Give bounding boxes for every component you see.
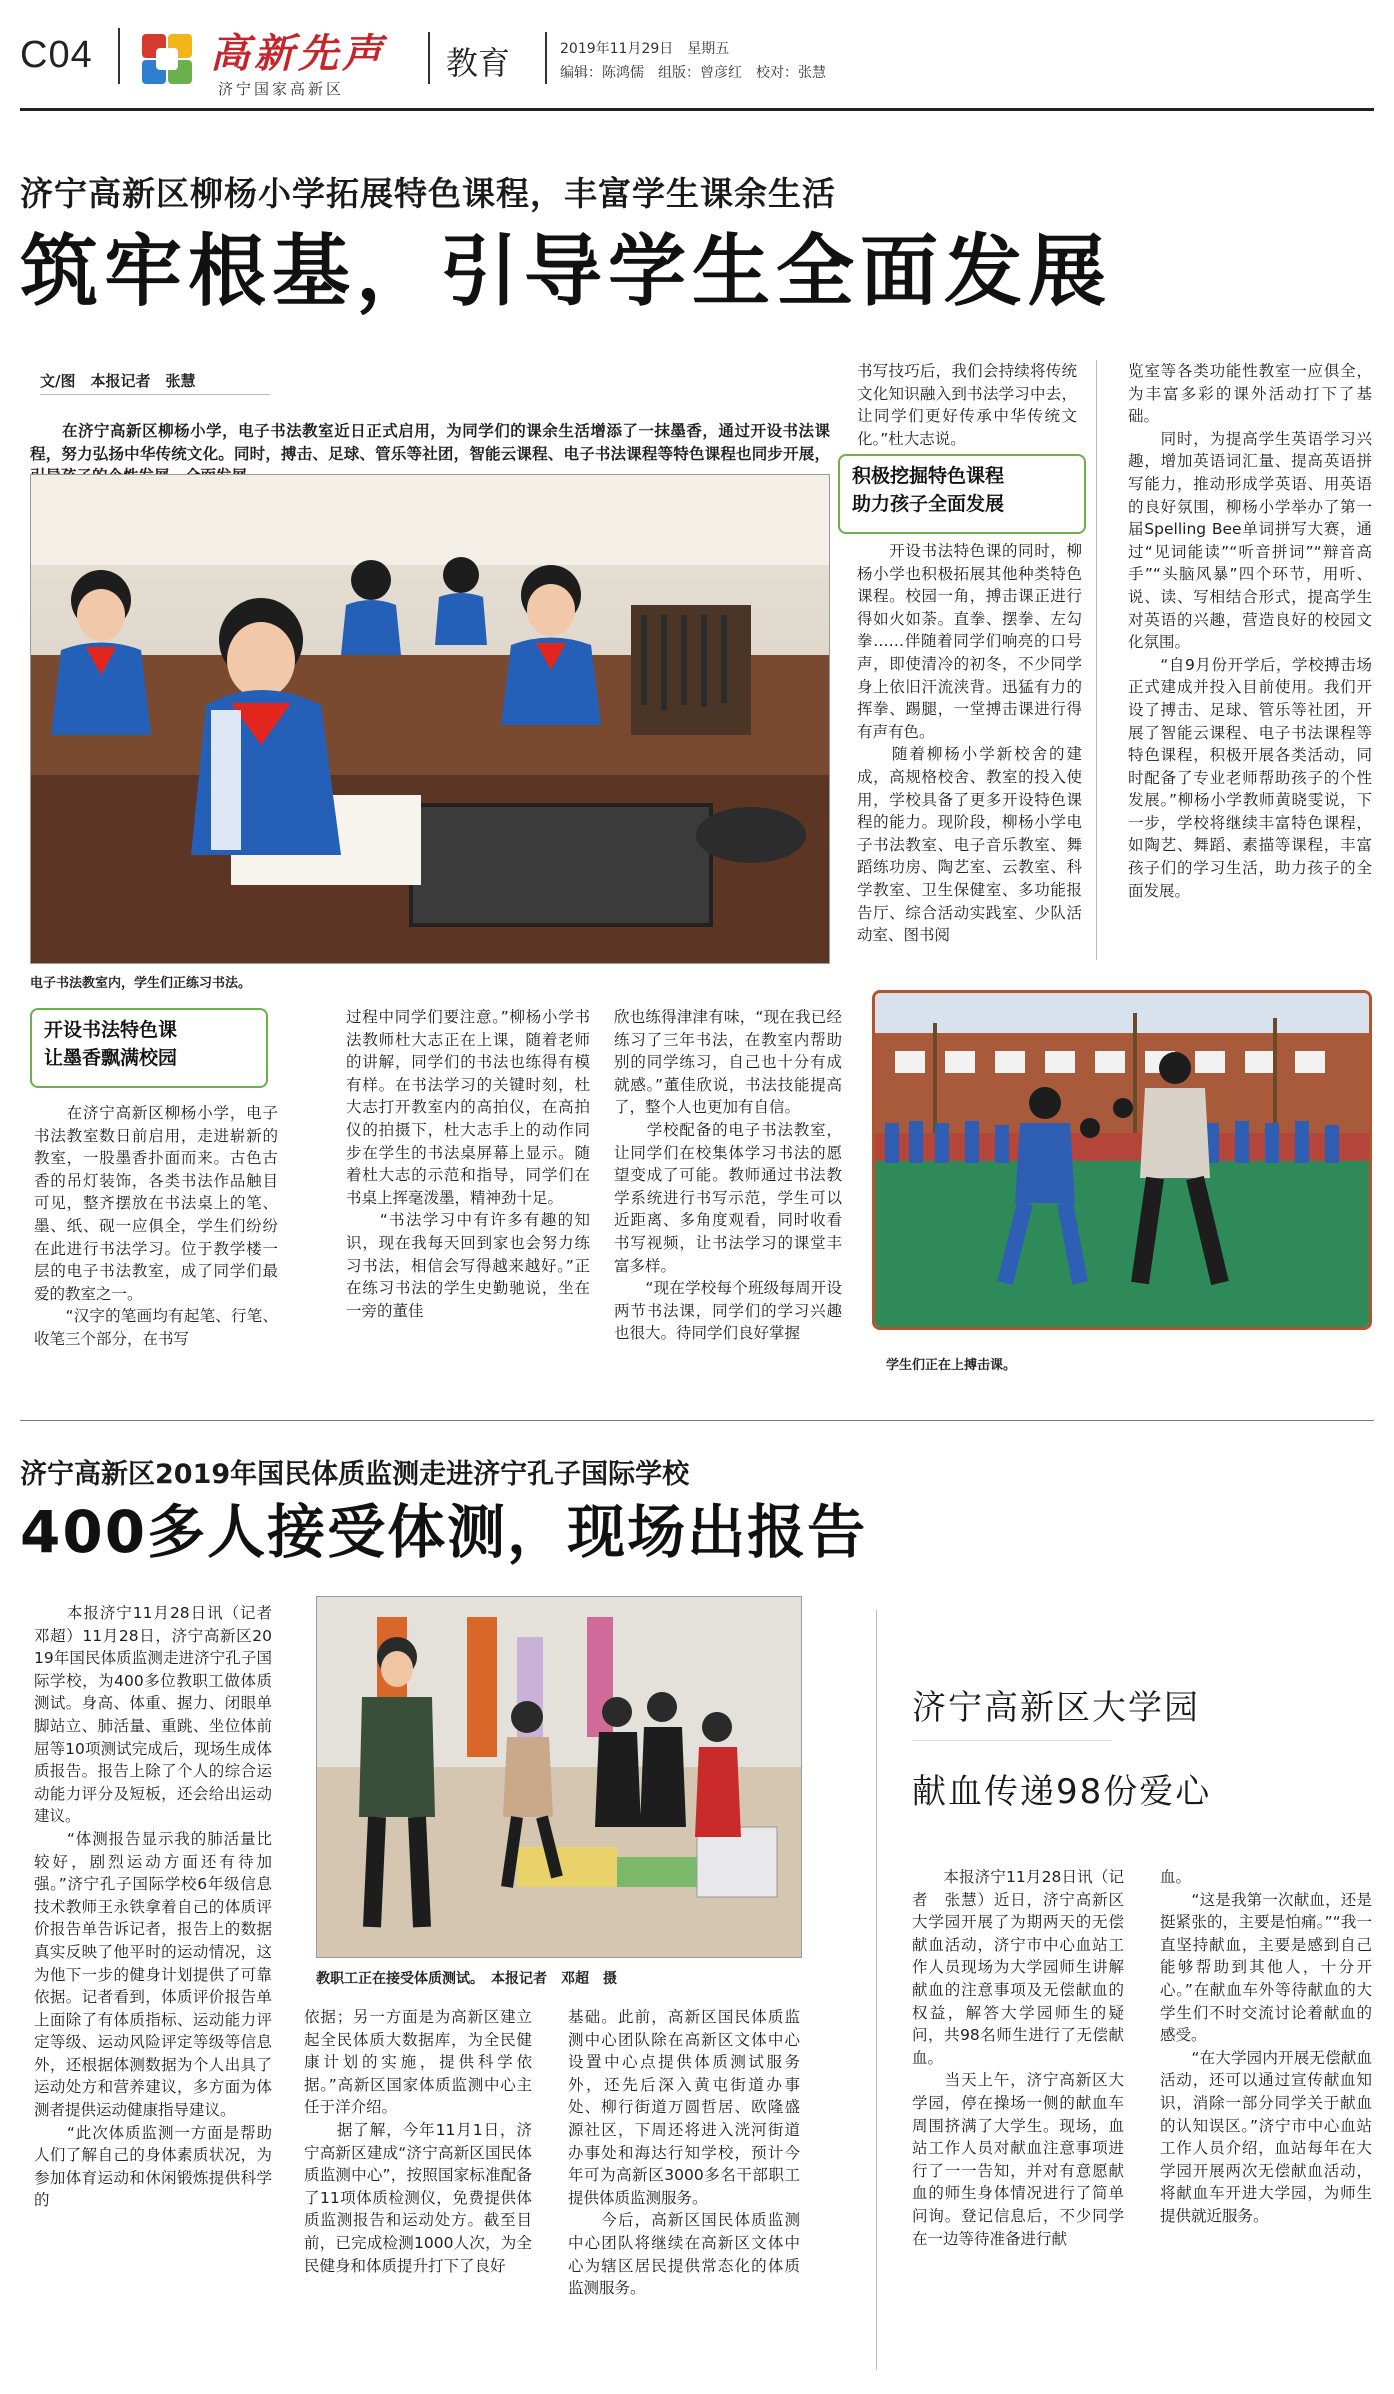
photo2-caption: 学生们正在上搏击课。 [886,1358,1017,1373]
subhead-featured-line2: 助力孩子全面发展 [852,493,1005,515]
article1-col-d-top: 书写技巧后，我们会持续将传统文化知识融入到书法学习中去，让同学们更好传承中华传统文化。”杜大志说。 [857,362,1077,448]
subhead-calligraphy-line2: 让墨香飘满校园 [44,1047,178,1069]
header-divider [118,28,120,84]
article2-col-a: 本报济宁11月28日讯（记者 邓超）11月28日，济宁高新区2019年国民体质监测走进济宁孔子国际学校，为400多位教职工做体质测试。身高、体重、握力、闭眼单脚站立、肺活量、重跳、坐位体前屈等10项测试完成后，现场生成体质报告。报告上除了个人的综合运动能力评分及短板，还会给出运动建议。 “体测报告显示我的肺活量比较好，剧烈运动方面还有待加强。”济宁孔子国际学校6年级信息技术教师王永铁拿着自己的体质评价报告单告诉记者，报告上的数据真实反映了他平时的运动情况，这为他下一步的健身计划提供了可靠依据。记者看到，体质评价报告单上面除了有体质指标、运动能力评定等级、运动风险评定等级等信息外，还根据体测数据为个人出具了运动处方和营养建议，多方面为体测者提供运动健康指导建议。 “此次体质监测一方面是帮助人们了解自己的身体素质状况，为参加体育运动和休闲锻炼提供科学的 [34,1604,272,2210]
subhead-calligraphy [30,1008,268,1088]
article3-col-a: 本报济宁11月28日讯（记者 张慧）近日，济宁高新区大学园开展了为期两天的无偿献血活动，济宁市中心血站工作人员现场为大学园师生讲解献血的注意事项及无偿献血的权益，解答大学园师生的疑问，共98名师生进行了无偿献血。 当天上午，济宁高新区大学园，停在操场一侧的献血车周围挤满了大学生。现场，血站工作人员对献血注意事项进行了一一告知，并对有意愿献血的师生身体情况进行了简单问询。登记信息后，不少同学在一边等待准备进行献 [912,1868,1124,2248]
header-rule [20,108,1374,111]
calligraphy-classroom-photo [30,474,830,964]
issue-date: 2019年11月29日 星期五 [560,41,730,57]
masthead-title: 高新先声 [210,30,386,77]
article3-kicker: 济宁高新区大学园 [912,1688,1200,1728]
article1-col-b: 过程中同学们要注意。”柳杨小学书法教师杜大志正在上课，随着老师的讲解，同学们的书法也练得有模有样。在书法学习的关键时刻，杜大志打开教室内的高拍仪，在高拍仪的拍摄下，杜大志手上的动作同步在学生的书法桌屏幕上显示。随着杜大志的示范和指导，同学们在书桌上挥毫泼墨，精神劲十足。 “书法学习中有许多有趣的知识，现在我每天回到家也会努力练习书法，相信会写得越来越好。”正在练习书法的学生史勤驰说，坐在一旁的董佳 [346,1008,590,1320]
column-divider-article1 [1096,360,1097,960]
header-divider-2 [428,32,430,84]
article2-kicker: 济宁高新区2019年国民体质监测走进济宁孔子国际学校 [20,1459,690,1490]
article-separator [20,1420,1374,1421]
photo3-caption: 教职工正在接受体质测试。 本报记者 邓超 摄 [316,1971,617,1987]
header-divider-3 [545,32,547,84]
section-name: 教育 [446,44,511,82]
article2-col-c: 基础。此前，高新区国民体质监测中心团队除在高新区文体中心设置中心点提供体质测试服务外，还先后深入黄屯街道办事处、柳行街道万圆哲居、欧隆盛源社区，下周还将进入洸河街道办事处和海达行知学校，预计今年可为高新区3000多名干部职工提供体质监测服务。 今后，高新区国民体质监测中心团队将继续在高新区文体中心为辖区居民提供常态化的体质监测服务。 [568,2008,800,2298]
article1-byline: 文/图 本报记者 张慧 [40,372,196,390]
article2-col-b: 依据；另一方面是为高新区建立起全民体质大数据库，为全民健康计划的实施，提供科学依据。”高新区国家体质监测中心主任于洋介绍。 据了解，今年11月1日，济宁高新区建成“济宁高新区国民体质监测中心”，按照国家标准配备了11项体质检测仪，免费提供体质监测报告和运动处方。截至目前，已完成检测1000人次，为全民健身和体质提升打下了良好 [304,2008,532,2275]
subhead-calligraphy-line1: 开设书法特色课 [44,1019,178,1041]
editor-credits: 编辑：陈鸿儒 组版：曾彦红 校对：张慧 [560,65,826,81]
article3-title-rule [912,1740,1112,1741]
article1-col-e: 览室等各类功能性教室一应俱全，为丰富多彩的课外活动打下了基础。 同时，为提高学生英语学习兴趣，增加英语词汇量、提高英语拼写能力，推动形成学英语、用英语的良好氛围，柳杨小学举办了第一届Spelling Bee单词拼写大赛，通过“见词能读”“听音拼词”“辩音高手”“头脑风暴”四个环节，用听、说、读、写相结合形式，提高学生对英语的兴趣，营造良好的校园文化氛围。 “自9月份开学后，学校搏击场正式建成并投入目前使用。我们开设了搏击、足球、管乐等社团，开展了智能云课程、电子书法课程等特色课程，积极开展各类活动，同时配备了专业老师帮助孩子的个性发展。”柳杨小学教师黄晓雯说，下一步，学校将继续丰富特色课程，如陶艺、舞蹈、素描等课程，丰富孩子们的学习生活，助力孩子的全面发展。 [1128,362,1372,900]
article1-headline: 筑牢根基，引导学生全面发展 [20,227,1113,317]
page-number: C04 [20,34,93,76]
subhead-featured-courses [838,454,1086,534]
fitness-test-photo [316,1596,802,1958]
article3-col-b: 血。 “这是我第一次献血，还是挺紧张的，主要是怕痛。”“我一直坚持献血，主要是感到自己能够帮助到其他人，十分开心。”在献血车外等待献血的大学生们不时交流讨论着献血的感受。 “在大学园内开展无偿献血活动，还可以通过宣传献血知识，消除一部分同学关于献血的认知误区。”济宁市中心血站工作人员介绍，血站每年在大学园开展两次无偿献血活动，将献血车开进大学园，为师生提供就近服务。 [1160,1868,1372,2225]
article1-col-a: 在济宁高新区柳杨小学，电子书法教室数日前启用，走进崭新的教室，一股墨香扑面而来。古色古香的吊灯装饰，各类书法作品触目可见，整齐摆放在书法桌上的笔、墨、纸、砚一应俱全，学生们纷纷在此进行书法学习。位于教学楼一层的电子书法教室，成了同学们最爱的教室之一。 “汉字的笔画均有起笔、行笔、收笔三个部分，在书写 [34,1104,278,1348]
page-header [0,0,1394,100]
boxing-class-photo [872,990,1372,1330]
article1-col-c: 欣也练得津津有味，“现在我已经练习了三年书法，在教室内帮助别的同学练习，自己也十分有成就感。”董佳欣说，书法技能提高了，整个人也更加有自信。 学校配备的电子书法教室，让同学们在校集体学习书法的愿望变成了可能。教师通过书法教学系统进行书写示范，学生可以近距离、多角度观看，同时收看书写视频，让书法学习的课堂丰富多样。 “现在学校每个班级每周开设两节书法课，同学们的学习兴趣也很大。待同学们良好掌握 [614,1008,842,1343]
byline-rule [40,394,270,395]
photo1-caption: 电子书法教室内，学生们正练习书法。 [30,976,252,991]
masthead-subtitle: 济宁国家高新区 [218,80,345,98]
article1-kicker: 济宁高新区柳杨小学拓展特色课程，丰富学生课余生活 [20,174,836,213]
article2-headline: 400多人接受体测，现场出报告 [20,1498,868,1566]
article1-col-d-bottom: 开设书法特色课的同时，柳杨小学也积极拓展其他种类特色课程。校园一角，搏击课正进行得如火如荼。直拳、摆拳、左勾拳……伴随着同学们响亮的口号声，即使清冷的初冬，不少同学身上依旧汗流浃背。迅猛有力的挥拳、踢腿，一堂搏击课进行得有声有色。 随着柳杨小学新校舍的建成，高规格校舍、教室的投入使用，学校具备了更多开设特色课程的能力。现阶段，柳杨小学电子书法教室、电子音乐教室、舞蹈练功房、陶艺室、云教室、科学教室、卫生保健室、多功能报告厅、综合活动实践室、少队活动室、图书阅 [857,542,1082,945]
article3-headline: 献血传递98份爱心 [912,1772,1212,1812]
article1-lead: 在济宁高新区柳杨小学，电子书法教室近日正式启用，为同学们的课余生活增添了一抹墨香，通过开设书法课程，努力弘扬中华传统文化。同时，搏击、足球、管乐等社团，智能云课程、电子书法课程等特色课程也同步开展， [30,422,830,463]
column-divider-article3 [876,1610,877,2370]
subhead-featured-line1: 积极挖掘特色课程 [852,465,1005,487]
brand-logo-icon [138,30,196,88]
